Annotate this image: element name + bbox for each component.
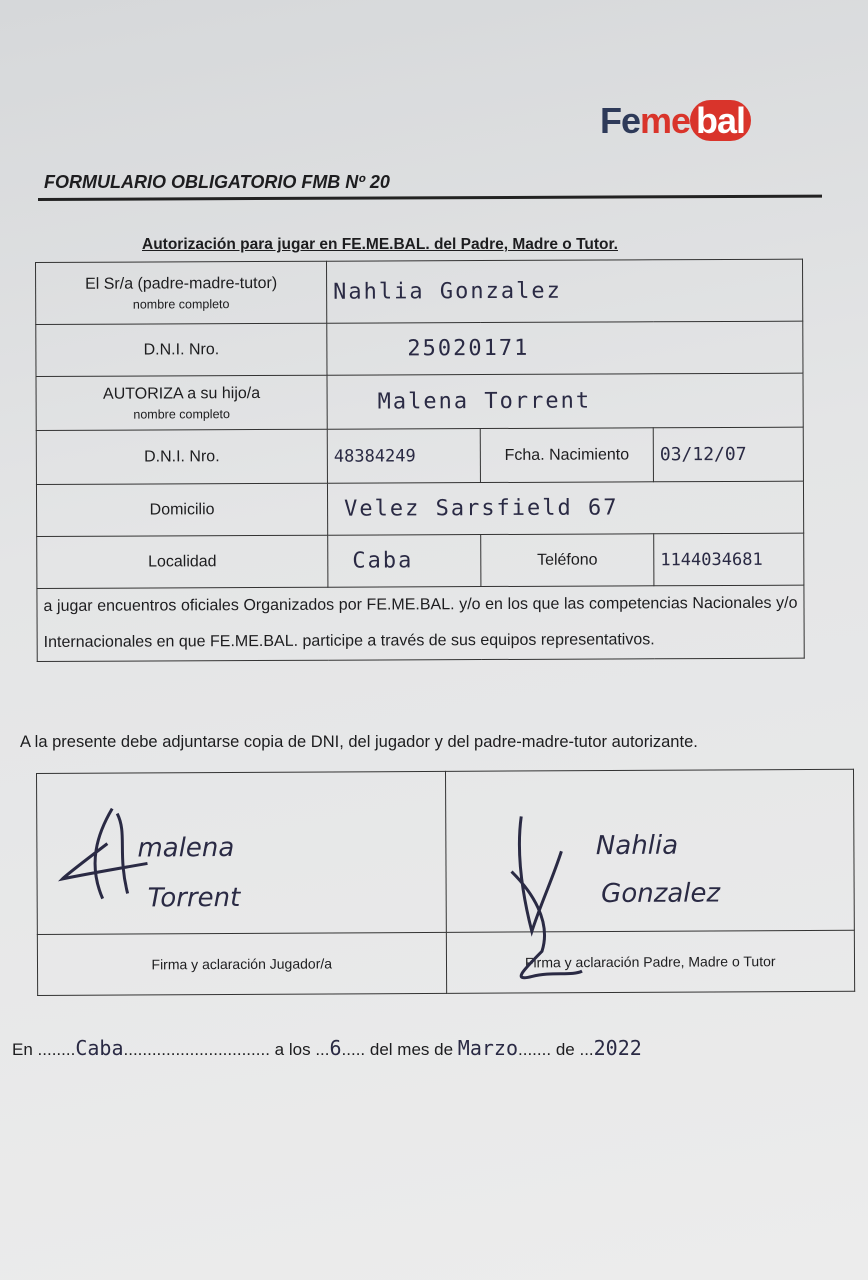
city-label: Localidad <box>37 535 328 588</box>
authorization-table <box>35 259 805 662</box>
form-subtitle: Autorización para jugar en FE.ME.BAL. del Padre, Madre o Tutor. <box>142 236 618 253</box>
child-name-label: AUTORIZA a su hijo/a nombre completo <box>36 375 327 430</box>
child-name-field[interactable]: Malena Torrent <box>327 373 803 429</box>
attachment-note: A la presente debe adjuntarse copia de DNI, del jugador y del padre-madre-tutor autorizante. <box>20 733 698 751</box>
birth-date-label: Fcha. Nacimiento <box>480 428 653 483</box>
parent-signature-box[interactable] <box>445 769 854 932</box>
parent-name-line2: Gonzalez <box>601 878 721 910</box>
parent-dni-label: D.N.I. Nro. <box>36 323 327 376</box>
parent-name-line1: Nahlia <box>595 830 679 862</box>
phone-label: Teléfono <box>481 534 654 587</box>
footer-month[interactable]: Marzo <box>457 1036 519 1060</box>
footer-day[interactable]: 6 <box>329 1036 342 1060</box>
footer-en: En <box>12 1040 33 1059</box>
address-label: Domicilio <box>36 483 327 536</box>
player-signature-caption: Firma y aclaración Jugador/a <box>37 932 446 995</box>
footer-year[interactable]: 2022 <box>593 1036 642 1060</box>
title-divider <box>38 195 822 201</box>
parent-signature-scribble <box>501 811 592 981</box>
phone-field[interactable]: 1144034681 <box>654 533 804 586</box>
footer-place[interactable]: Caba <box>75 1036 124 1060</box>
player-name-line2: Torrent <box>147 882 241 914</box>
city-field[interactable]: Caba <box>328 535 481 588</box>
date-place-line: En ........Caba............................... a los ...6..... del mes de Marzo....... de ...2022 <box>12 1036 642 1060</box>
child-dni-label: D.N.I. Nro. <box>36 429 327 484</box>
player-name-line1: malena <box>137 832 235 864</box>
footer-de: de <box>555 1040 575 1059</box>
parent-name-field[interactable]: Nahlia Gonzalez <box>326 259 802 323</box>
parent-dni-field[interactable]: 25020171 <box>327 321 803 375</box>
authorization-text: a jugar encuentros oficiales Organizados por FE.ME.BAL. y/o en los que las competencias Nacionales y/o Internacionales en que FE.ME.BAL. participe a través de sus equipos representativos. <box>37 585 804 661</box>
footer-a-los: a los <box>274 1040 311 1059</box>
femebal-logo: Feme bal <box>600 100 751 142</box>
birth-date-field[interactable]: 03/12/07 <box>653 427 803 482</box>
parent-signature-caption: Firma y aclaración Padre, Madre o Tutor <box>446 930 855 993</box>
signature-table <box>36 769 855 996</box>
player-signature-box[interactable] <box>37 771 446 934</box>
child-dni-field[interactable]: 48384249 <box>327 429 480 484</box>
parent-name-label: El Sr/a (padre-madre-tutor) nombre completo <box>36 261 327 324</box>
form-title: FORMULARIO OBLIGATORIO FMB Nº 20 <box>44 172 390 192</box>
footer-mes-de: del mes de <box>369 1040 454 1059</box>
address-field[interactable]: Velez Sarsfield 67 <box>327 481 803 535</box>
